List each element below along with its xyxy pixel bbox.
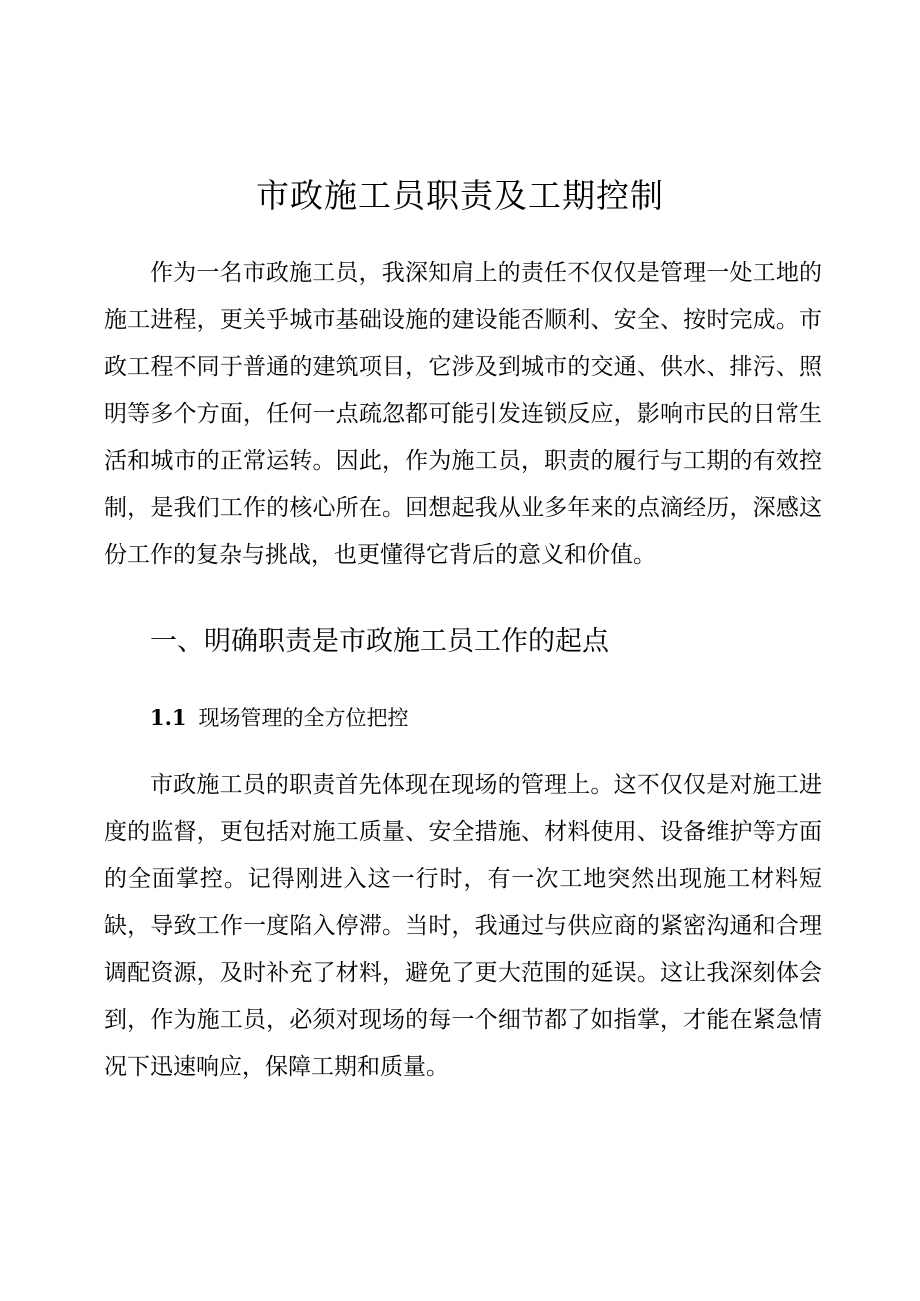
intro-paragraph: 作为一名市政施工员，我深知肩上的责任不仅仅是管理一处工地的施工进程，更关乎城市基础设施的建设能否顺利、安全、按时完成。市政工程不同于普通的建筑项目，它涉及到城市的交通、供水、排污、照明等多个方面，任何一点疏忽都可能引发连锁反应，影响市民的日常生活和城市的正常运转。因此，作为施工员，职责的履行与工期的有效控制，是我们工作的核心所在。回想起我从业多年来的点滴经历，深感这份工作的复杂与挑战，也更懂得它背后的意义和价值。 [104,260,822,568]
subsection-paragraph: 市政施工员的职责首先体现在现场的管理上。这不仅仅是对施工进度的监督，更包括对施工质量、安全措施、材料使用、设备维护等方面的全面掌控。记得刚进入这一行时，有一次工地突然出现施工材料短缺，导致工作一度陷入停滞。当时，我通过与供应商的紧密沟通和合理调配资源，及时补充了材料，避免了更大范围的延误。这让我深刻体会到，作为施工员，必须对现场的每一个细节都了如指掌，才能在紧急情况下迅速响应，保障工期和质量。 [104,772,822,1080]
section-heading: 一、明确职责是市政施工员工作的起点 [150,626,609,657]
subsection-number: 1.1 [150,705,187,730]
subsection-heading [150,700,409,736]
document-title: 市政施工员职责及工期控制 [256,176,664,215]
subsection-title: 现场管理的全方位把控 [198,706,409,730]
